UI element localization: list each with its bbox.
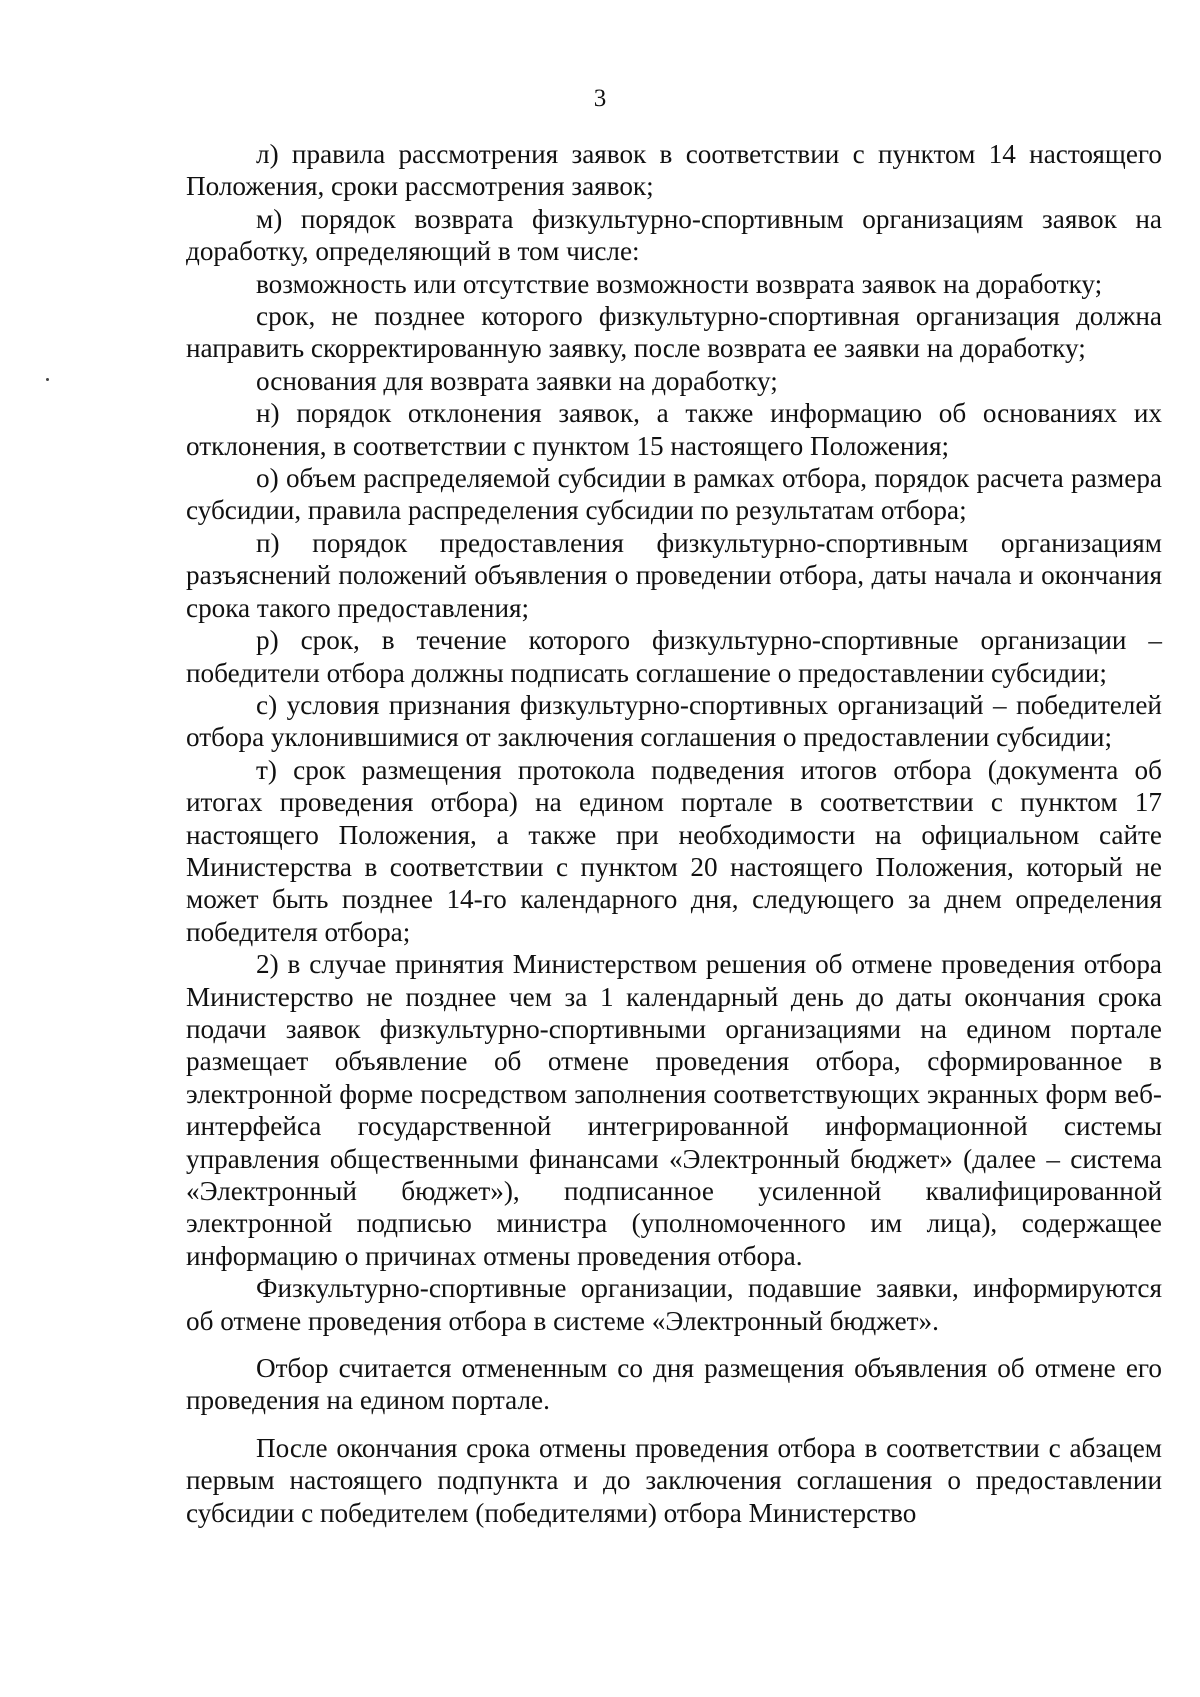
scan-speck [46, 378, 49, 381]
paragraph-l: л) правила рассмотрения заявок в соответствии с пунктом 14 настоящего Положения, сроки рассмотрения заявок; [186, 139, 1162, 202]
paragraph-selection-cancelled: Отбор считается отмененным со дня размещения объявления об отмене его проведения на едином портале. [186, 1353, 1162, 1416]
page-number: 3 [593, 85, 607, 112]
paragraph-m-deadline: срок, не позднее которого физкультурно-спортивная организация должна направить скорректированную заявку, после возврата ее заявки на доработку; [186, 301, 1162, 364]
paragraph-r: р) срок, в течение которого физкультурно-спортивные организации – победители отбора должны подписать соглашение о предоставлении субсидии; [186, 625, 1162, 688]
document-body [186, 138, 1162, 1529]
paragraph-p: п) порядок предоставления физкультурно-спортивным организациям разъяснений положений объявления о проведении отбора, даты начала и окончания срока такого предоставления; [186, 527, 1162, 623]
paragraph-organizations-informed: Физкультурно-спортивные организации, подавшие заявки, информируются об отмене проведения отбора в системе «Электронный бюджет». [186, 1273, 1162, 1336]
paragraph-m-grounds: основания для возврата заявки на доработку; [256, 365, 778, 396]
paragraph-m-possibility: возможность или отсутствие возможности возврата заявок на доработку; [256, 268, 1103, 299]
paragraph-m: м) порядок возврата физкультурно-спортивным организациям заявок на доработку, определяющий в том числе: [186, 203, 1162, 267]
paragraph-after-cancellation: После окончания срока отмены проведения отбора в соответствии с абзацем первым настоящего подпункта и до заключения соглашения о предоставлении субсидии с победителем (победителями) отбора Министерство [186, 1432, 1162, 1528]
paragraph-2: 2) в случае принятия Министерством решения об отмене проведения отбора Министерство не позднее чем за 1 календарный день до даты окончания срока подачи заявок физкультурно-спортивными организациями на едином портале размещает объявление об отмене проведения отбора, сформированное в электронной форме посредством заполнения соответствующих экранных форм веб-интерфейса государственной интегрированной информационной системы управления общественными финансами «Электронный бюджет» (далее – система «Электронный бюджет»), подписанное усиленной квалифицированной электронной подписью министра (уполномоченного им лица), содержащее информацию о причинах отмены проведения отбора. [186, 949, 1162, 1271]
paragraph-o: о) объем распределяемой субсидии в рамках отбора, порядок расчета размера субсидии, правила распределения субсидии по результатам отбора; [186, 463, 1162, 526]
paragraph-n: н) порядок отклонения заявок, а также информацию об основаниях их отклонения, в соответствии с пунктом 15 настоящего Положения; [186, 398, 1162, 461]
paragraph-s: с) условия признания физкультурно-спортивных организаций – победителей отбора уклонившимися от заключения соглашения о предоставлении субсидии; [186, 689, 1162, 753]
paragraph-t: т) срок размещения протокола подведения итогов отбора (документа об итогах проведения отбора) на едином портале в соответствии с пунктом 17 настоящего Положения, а также при необходимости на официальном сайте Министерства в соответствии с пунктом 20 настоящего Положения, который не может быть позднее 14-го календарного дня, следующего за днем определения победителя отбора; [186, 754, 1162, 947]
